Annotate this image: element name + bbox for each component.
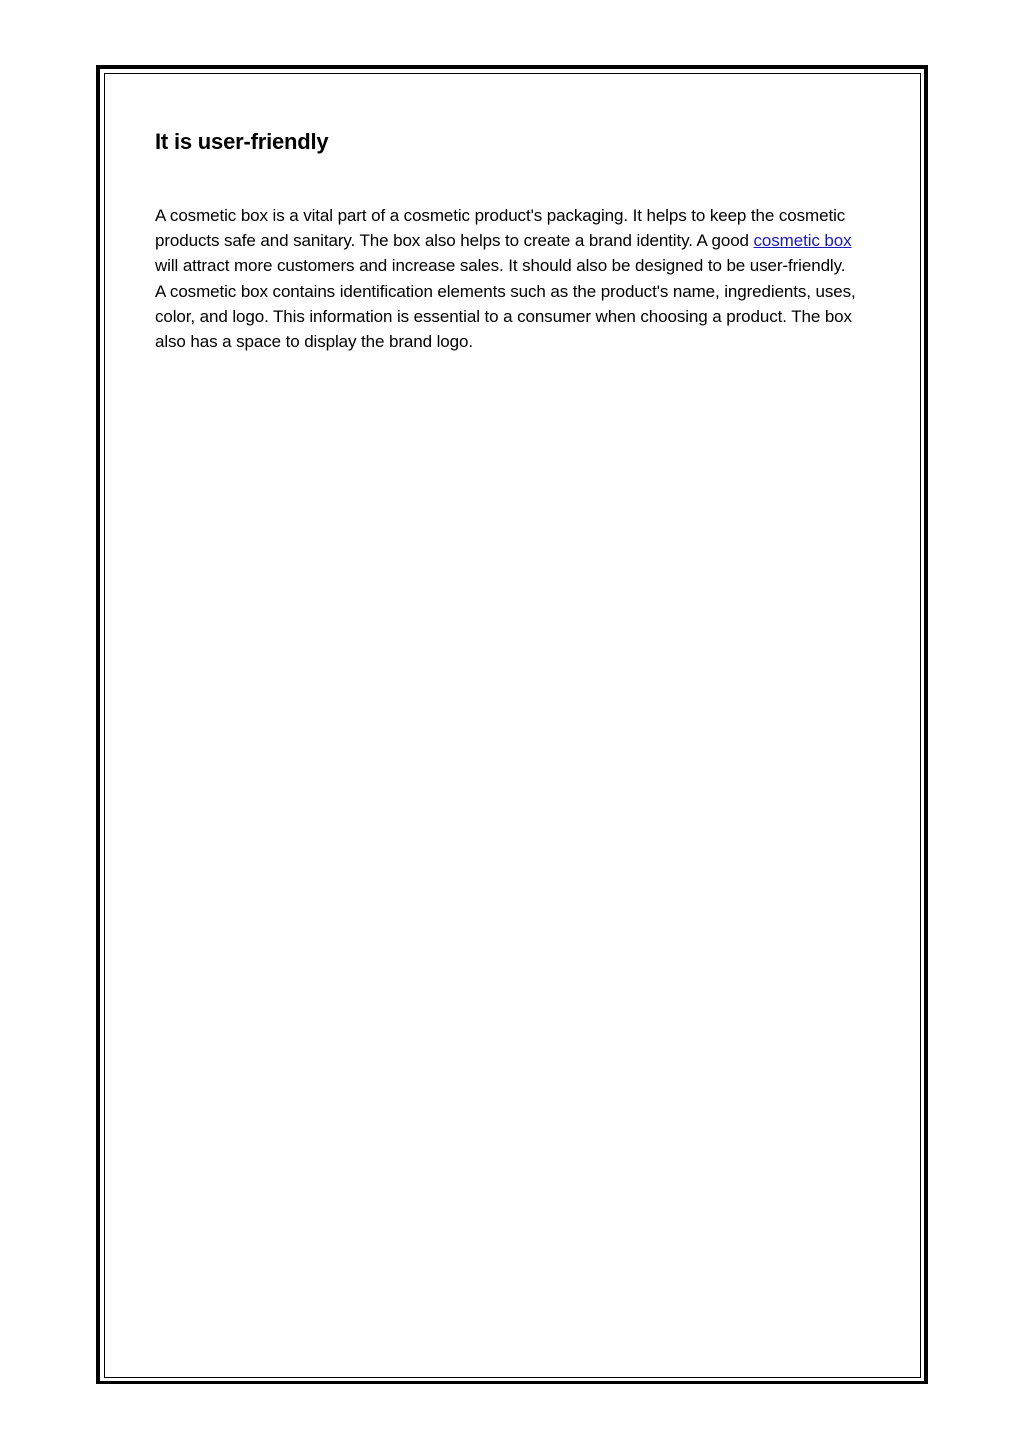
cosmetic-box-link[interactable]: cosmetic box — [753, 231, 852, 251]
document-body — [155, 122, 870, 354]
section-heading: It is user-friendly — [155, 129, 329, 154]
paragraph-intro-text-before: A cosmetic box is a vital part of a cosmetic product's packaging. It helps to keep the cosmetic products safe and sanitary. The box also helps to create a brand identity. A good — [155, 206, 846, 251]
paragraph-intro — [155, 203, 870, 279]
paragraph-intro-text-after: will attract more customers and increase sales. It should also be designed to be user-friendly. — [155, 256, 846, 276]
paragraph-identification: A cosmetic box contains identification elements such as the product's name, ingredients, uses, color, and logo. This information is essential to a consumer when choosing a product. The box also has a space to display the brand logo. — [155, 281, 856, 352]
